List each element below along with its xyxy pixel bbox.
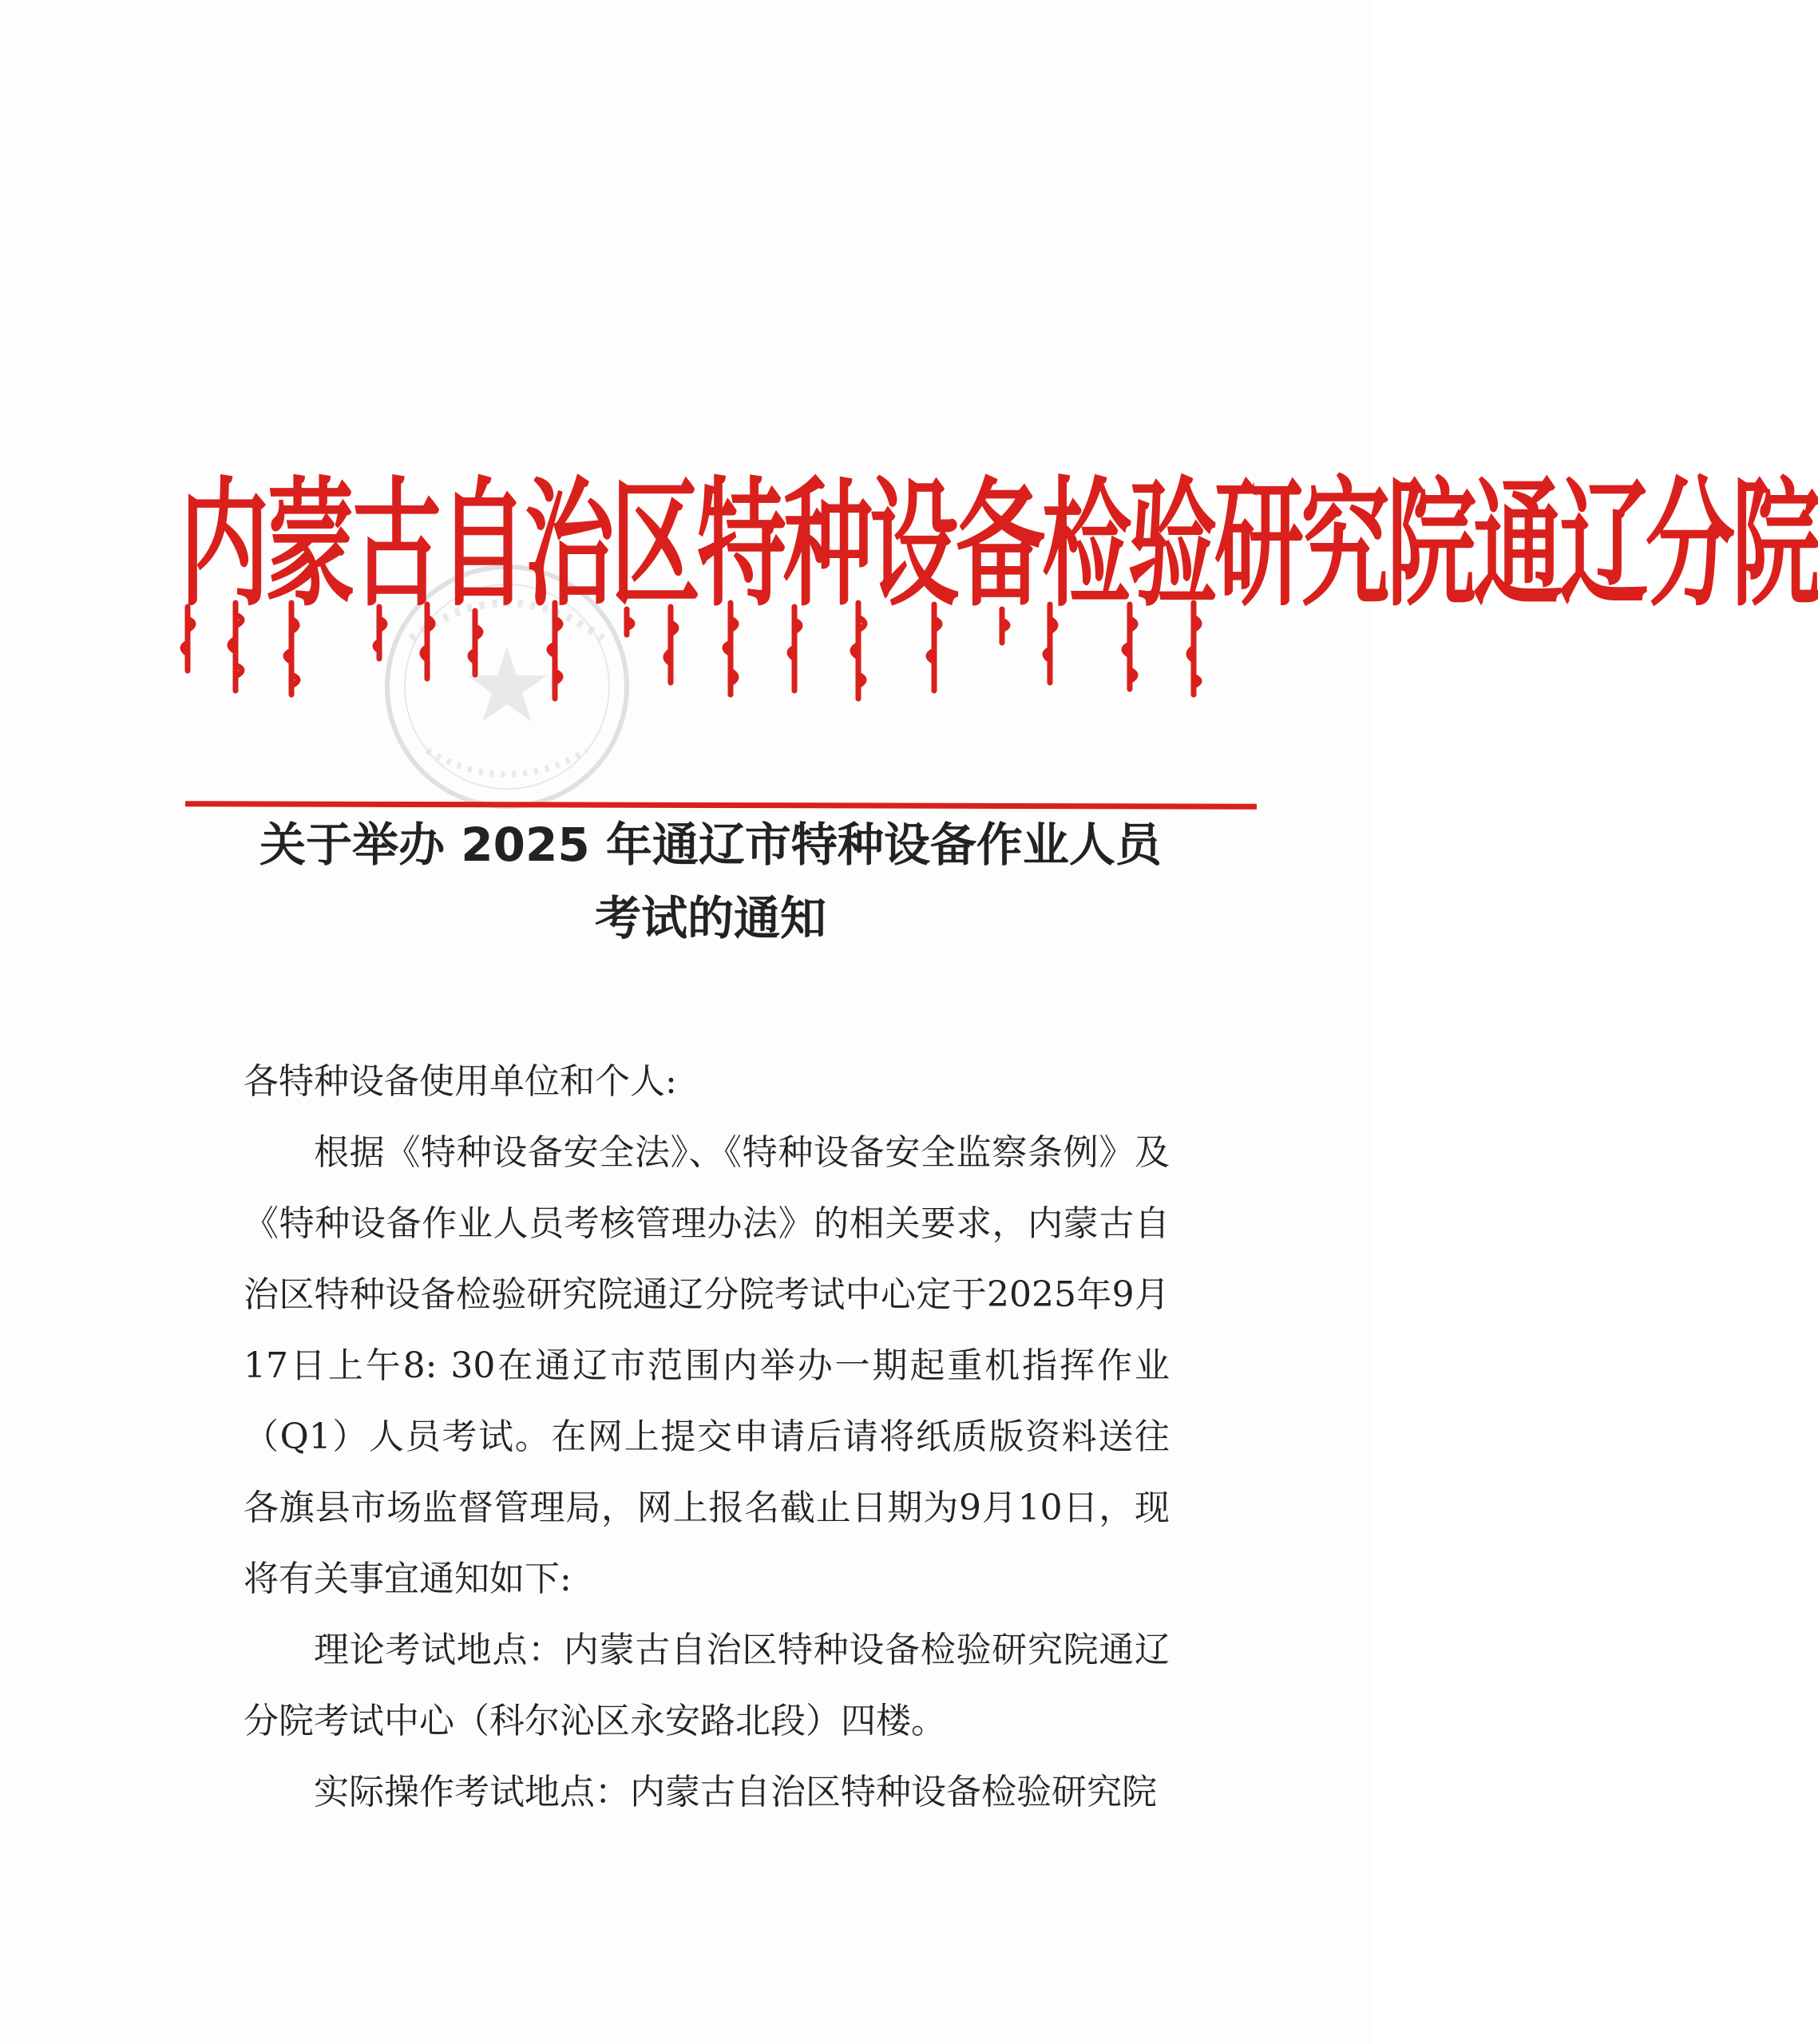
document-title-line2: 考试的通知 (594, 891, 826, 945)
body-paragraph-2: 理论考试地点：内蒙古自治区特种设备检验研究院通辽分院考试中心（科尔沁区永安路北段）四楼。 (244, 1630, 1170, 1741)
document-title (192, 808, 1230, 955)
body-paragraph-1: 根据《特种设备安全法》、《特种设备安全监察条例》及《特种设备作业人员考核管理办法》的相关要求，内蒙古自治区特种设备检验研究院通辽分院考试中心定于2025年9月17日上午8: 30在通辽市范围内举办一期起重机指挥作业（Q1）人员考试。在网上提交申请后请将纸质版资料送往各旗县市场监督管理局，网上报名截止日期为9月10日，现将有关事宜通知如下: (244, 1132, 1170, 1599)
body-paragraph-3: 实际操作考试地点：内蒙古自治区特种设备检验研究院 (314, 1772, 1157, 1812)
salutation: 各特种设备使用单位和个人: (244, 1061, 677, 1102)
mongolian-script-image (180, 595, 1250, 707)
document-body (244, 1046, 1170, 1828)
letterhead-org-name: 内蒙古自治区特种设备检验研究院通辽分院 (180, 463, 1818, 626)
letterhead-mongolian-script (180, 595, 1250, 707)
document-title-line1: 关于举办 2025 年通辽市特种设备作业人员 (259, 818, 1162, 872)
